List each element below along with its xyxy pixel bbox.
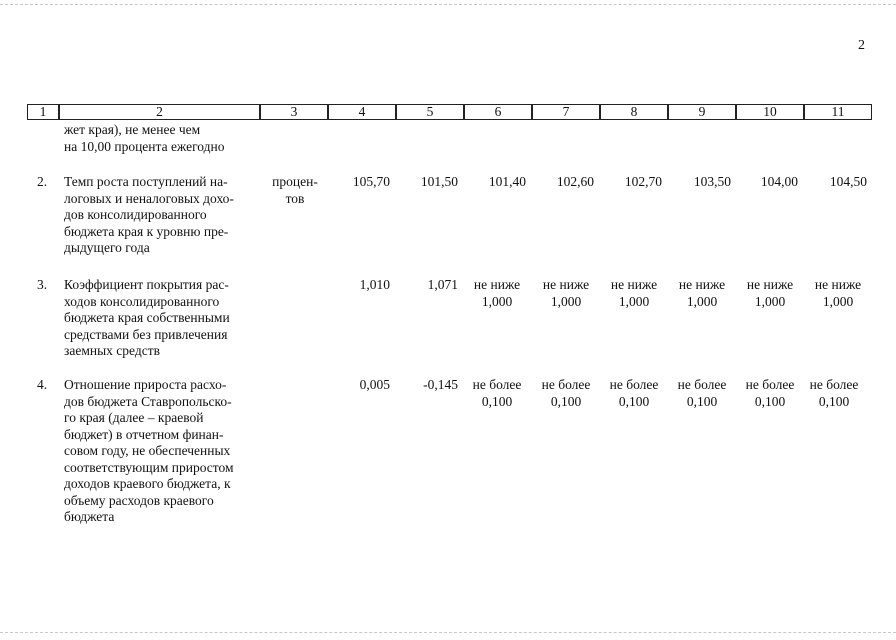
header-col-7: 7 [532,104,600,120]
condition-word: не более [677,377,727,392]
description-line: бюджета края к уровню пре- [64,223,229,239]
description-line: объему расходов краевого [64,492,214,508]
value-col-4: 0,005 [359,377,390,392]
condition-value: 0,100 [618,393,650,409]
scan-edge-bottom [0,632,896,633]
description-line: бюджет) в отчетном финан- [64,426,224,442]
description-line: Отношение прироста расхо- [64,377,227,392]
header-col-4: 4 [328,104,396,120]
value-col-7 [532,377,600,410]
value-col-9 [668,377,736,410]
row-number: 3. [37,277,48,292]
row-description [64,377,256,526]
value-col-5: -0,145 [423,377,458,392]
condition-value: 1,000 [822,293,854,309]
description-line: заемных средств [64,343,160,358]
description-line: доходов краевого бюджета, к [64,476,231,491]
description-line: логовых и неналоговых дохо- [64,190,234,206]
unit-line: процен- [272,174,318,189]
value-col-5: 1,071 [427,277,458,292]
header-col-8: 8 [600,104,668,120]
condition-value: 1,000 [550,293,582,309]
header-col-3: 3 [260,104,328,120]
condition-word: не ниже [814,277,862,292]
scan-edge-top [0,4,896,5]
condition-word: не ниже [678,277,726,292]
value-col-9: 103,50 [693,174,731,189]
condition-value: 0,100 [481,393,513,409]
row-description [64,277,256,360]
row-number: 4. [37,377,48,392]
unit-line: тов [285,190,305,206]
description-line: Темп роста поступлений на- [64,174,228,189]
condition-word: не ниже [610,277,658,292]
value-col-8: 102,70 [624,174,662,189]
header-col-9: 9 [668,104,736,120]
value-col-8 [600,277,668,310]
value-col-6: 101,40 [488,174,526,189]
condition-word: не более [809,377,859,392]
description-line: Коэффициент покрытия рас- [64,277,229,292]
value-col-9 [668,277,736,310]
header-col-1: 1 [27,104,59,120]
condition-value: 0,100 [686,393,718,409]
header-col-2: 2 [59,104,260,120]
value-col-11: 104,50 [829,174,867,189]
condition-value: 0,100 [818,393,850,409]
description-line: средствами без привлечения [64,326,228,342]
condition-value: 1,000 [686,293,718,309]
value-col-4: 1,010 [359,277,390,292]
condition-value: 1,000 [481,293,513,309]
condition-value: 1,000 [618,293,650,309]
condition-word: не ниже [542,277,590,292]
value-col-11 [804,377,864,410]
condition-word: не ниже [746,277,794,292]
value-col-6 [464,377,530,410]
header-col-6: 6 [464,104,532,120]
value-col-6 [464,277,530,310]
description-line: го края (далее – краевой [64,410,204,425]
condition-word: не более [745,377,795,392]
description-line: бюджета [64,509,115,524]
condition-value: 0,100 [550,393,582,409]
description-line: соответствующим приростом [64,459,234,475]
row-description [64,174,256,257]
description-line: дов консолидированного [64,207,207,222]
value-col-4: 105,70 [352,174,390,189]
unit-cell [262,174,328,207]
description-line: бюджета края собственными [64,310,230,325]
value-col-10: 104,00 [760,174,798,189]
continuation-text [64,122,256,155]
value-col-5: 101,50 [420,174,458,189]
value-col-7: 102,60 [556,174,594,189]
description-line: дыдущего года [64,240,150,255]
value-col-10 [736,377,804,410]
condition-word: не более [609,377,659,392]
description-line: совом году, не обеспеченных [64,443,231,458]
value-col-10 [736,277,804,310]
description-line: ходов консолидированного [64,293,220,309]
value-col-8 [600,377,668,410]
value-col-11 [804,277,872,310]
continuation-line: жет края), не менее чем [64,122,201,137]
continuation-line: на 10,00 процента ежегодно [64,138,225,154]
page-number: 2 [858,38,865,53]
condition-word: не более [472,377,522,392]
value-col-7 [532,277,600,310]
header-col-10: 10 [736,104,804,120]
description-line: дов бюджета Ставропольско- [64,393,232,409]
row-number: 2. [37,174,48,189]
condition-word: не ниже [473,277,521,292]
header-col-5: 5 [396,104,464,120]
condition-value: 1,000 [754,293,786,309]
condition-value: 0,100 [754,393,786,409]
header-col-11: 11 [804,104,872,120]
condition-word: не более [541,377,591,392]
